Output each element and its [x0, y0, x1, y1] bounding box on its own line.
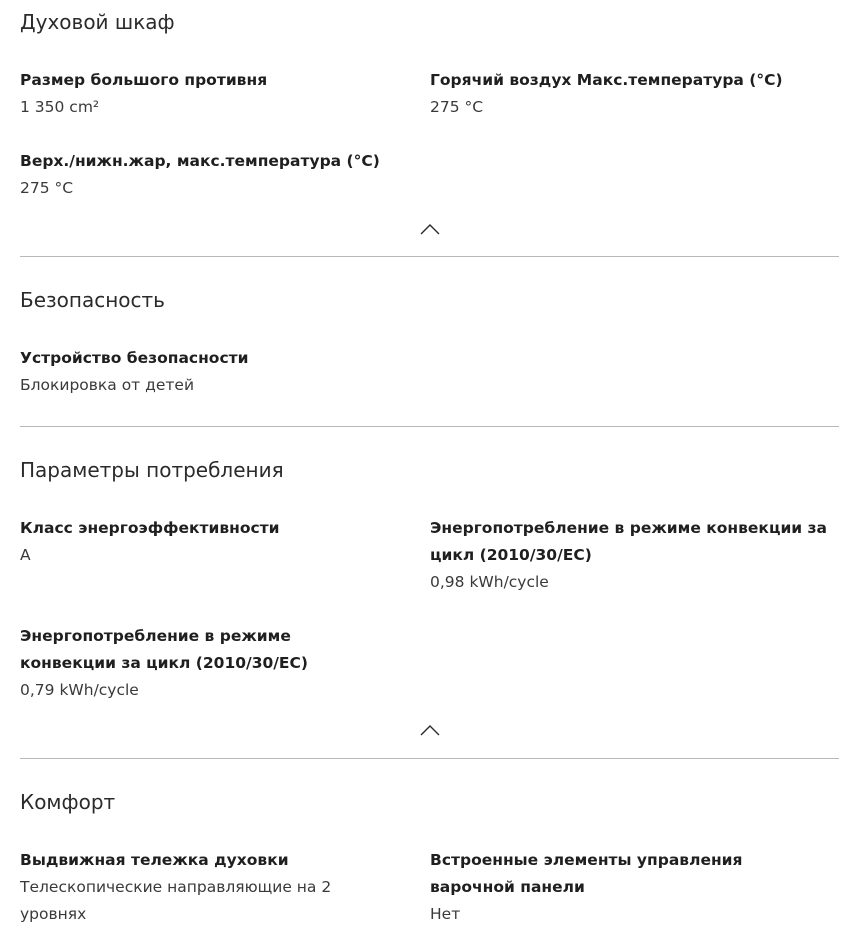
spec-value: A — [20, 546, 31, 564]
spec-label: Выдвижная тележка духовки — [20, 851, 289, 869]
spec-label: Горячий воздух Макс.температура (°C) — [430, 71, 783, 89]
spec-label: Верх./нижн.жар, макс.температура (°C) — [20, 152, 380, 170]
spec-value: Телескопические направляющие на 2 уровнях — [20, 878, 332, 923]
spec-value: 275 °C — [430, 98, 484, 116]
section-divider — [20, 256, 839, 257]
spec-label: Класс энергоэффективности — [20, 519, 280, 537]
chevron-up-icon — [416, 221, 444, 239]
section-divider — [20, 426, 839, 427]
spec-item-hot-air-max-temp — [430, 67, 850, 121]
collapse-consumption-button[interactable] — [416, 722, 444, 740]
section-title-consumption: Параметры потребления — [20, 458, 284, 482]
spec-value: Нет — [430, 905, 461, 923]
spec-item-oven-trolley — [20, 847, 365, 928]
spec-label: Устройство безопасности — [20, 349, 249, 367]
spec-item-top-bottom-heat-max-temp — [20, 148, 400, 202]
spec-label: Энергопотребление в режиме конвекции за цикл (2010/30/EC) — [430, 519, 828, 564]
chevron-up-icon — [416, 722, 444, 740]
spec-item-integrated-hob-controls — [430, 847, 790, 928]
spec-value: 275 °C — [20, 179, 74, 197]
spec-item-safety-device — [20, 345, 400, 399]
spec-value: 0,79 kWh/cycle — [20, 681, 139, 699]
spec-value: Блокировка от детей — [20, 376, 195, 394]
section-title-safety: Безопасность — [20, 288, 165, 312]
spec-label: Энергопотребление в режиме конвекции за цикл (2010/30/EC) — [20, 627, 308, 672]
spec-label: Размер большого противня — [20, 71, 268, 89]
collapse-oven-button[interactable] — [416, 221, 444, 239]
spec-item-tray-size — [20, 67, 400, 121]
section-title-comfort: Комфорт — [20, 790, 116, 814]
spec-label: Встроенные элементы управления варочной панели — [430, 851, 743, 896]
spec-item-energy-class — [20, 515, 400, 569]
spec-item-energy-consumption-convection-2 — [20, 623, 365, 704]
section-divider — [20, 758, 839, 759]
spec-value: 0,98 kWh/cycle — [430, 573, 549, 591]
spec-value: 1 350 cm² — [20, 98, 100, 116]
spec-item-energy-consumption-convection-1 — [430, 515, 850, 596]
section-title-oven: Духовой шкаф — [20, 10, 175, 34]
